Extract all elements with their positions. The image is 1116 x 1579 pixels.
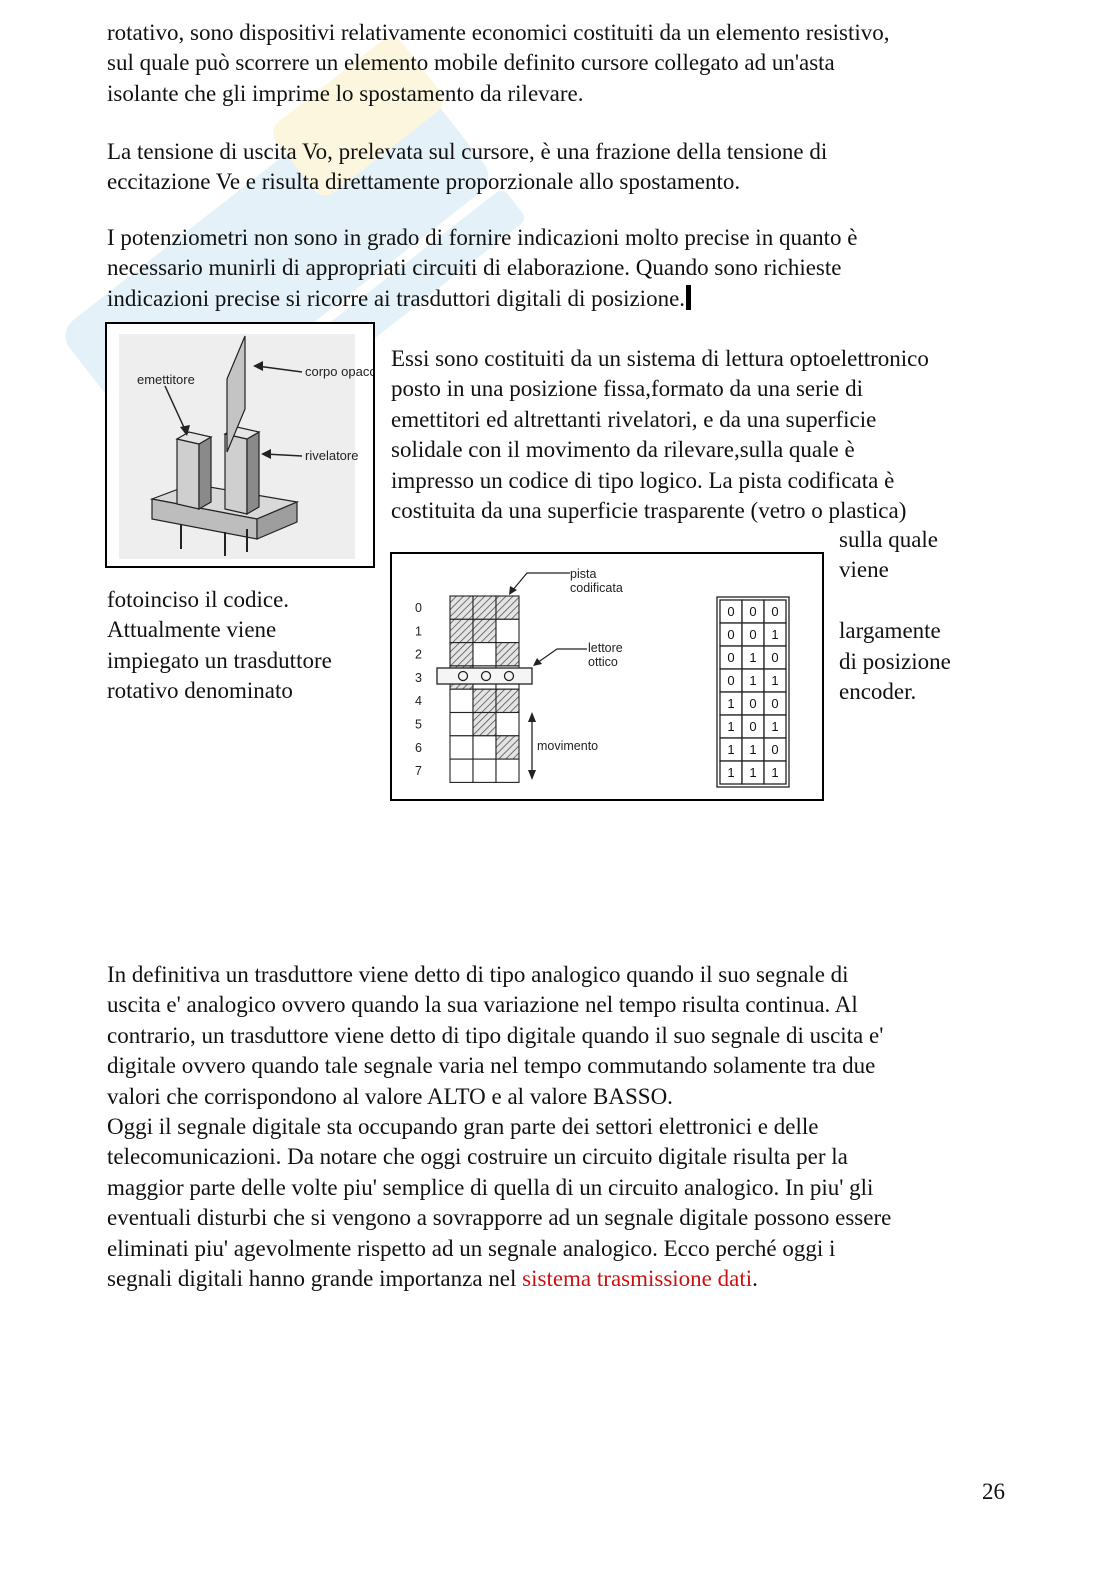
row-number: 4	[415, 694, 422, 709]
optical-reader-bar	[437, 668, 532, 684]
text-span: segnali digitali hanno grande importanza nel	[107, 1266, 523, 1292]
link-data-transmission[interactable]: sistema trasmissione dati	[522, 1266, 753, 1292]
text-line: eventuali disturbi che si vengono a sovrapporre ad un segnale digitale possono essere	[107, 1205, 892, 1231]
coded-track-diagram	[392, 554, 822, 799]
track-cell	[496, 596, 519, 619]
text-line: Essi sono costituiti da un sistema di lettura optoelettronico	[391, 346, 929, 371]
code-bit: 0	[771, 742, 779, 757]
text-line: emettitori ed altrettanti rivelatori, e da una superficie	[391, 406, 877, 432]
text-line	[107, 284, 1007, 314]
text-line: valori che corrispondono al valore ALTO e al valore BASSO.	[107, 1083, 673, 1109]
text-line	[107, 1264, 1017, 1294]
text-line: maggior parte delle volte piu' semplice di quella di un circuito analogico. In piu' gli	[107, 1174, 874, 1200]
row-number: 7	[415, 764, 422, 779]
paragraph-intro	[107, 18, 1007, 109]
paragraph-optoelectronic-left	[107, 585, 377, 707]
track-cell	[450, 689, 473, 712]
track-cell	[450, 619, 473, 642]
code-bit: 0	[727, 650, 735, 665]
code-bit: 0	[749, 627, 757, 642]
optical-sensor-diagram	[107, 324, 373, 566]
row-number: 2	[415, 647, 422, 662]
text-line: largamente	[839, 618, 941, 644]
text-line-empty	[839, 586, 1009, 616]
label-coded-track: codificata	[570, 581, 623, 595]
code-bit: 1	[771, 719, 779, 734]
text-line: I potenziometri non sono in grado di fornire indicazioni molto precise in quanto è	[107, 225, 858, 250]
track-cell	[450, 596, 473, 619]
text-line: posto in una posizione fissa,formato da una serie di	[391, 376, 864, 402]
label-coded-track: pista	[570, 567, 597, 581]
code-bit: 0	[727, 673, 735, 688]
track-cell	[450, 643, 473, 666]
code-bit: 1	[749, 673, 757, 688]
track-cell	[496, 736, 519, 759]
track-cell	[496, 643, 519, 666]
figure-coded-track	[390, 552, 824, 801]
track-cell	[473, 596, 496, 619]
binary-code-table	[717, 597, 789, 787]
track-cell	[473, 713, 496, 736]
text-line: impresso un codice di tipo logico. La pista codificata è	[391, 467, 895, 493]
code-bit: 1	[749, 650, 757, 665]
text-line: fotoinciso il codice.	[107, 587, 290, 612]
row-number: 6	[415, 740, 422, 755]
text-line: Oggi il segnale digitale sta occupando gran parte dei settori elettronici e delle	[107, 1114, 819, 1140]
code-bit: 0	[749, 604, 757, 619]
paragraph-analog-digital	[107, 960, 1017, 1294]
paragraph-voltage	[107, 137, 1007, 198]
track-cell	[473, 643, 496, 666]
text-line: La tensione di uscita Vo, prelevata sul cursore, è una frazione della tensione di	[107, 139, 828, 164]
label-optical-reader: ottico	[588, 655, 618, 669]
text-line: eliminati piu' agevolmente rispetto ad un segnale analogico. Ecco perché oggi i	[107, 1235, 836, 1261]
row-number: 0	[415, 601, 422, 615]
text-line: necessario munirli di appropriati circuiti di elaborazione. Quando sono richieste	[107, 255, 842, 281]
text-span: indicazioni precise si ricorre ai trasduttori digitali di posizione.	[107, 285, 686, 311]
code-bit: 0	[749, 696, 757, 711]
track-cell	[473, 736, 496, 759]
figure-optical-sensor	[105, 322, 375, 568]
text-line: di posizione	[839, 648, 951, 674]
row-number: 5	[415, 717, 422, 732]
text-line: encoder.	[839, 679, 917, 705]
text-line: isolante che gli imprime lo spostamento da rilevare.	[107, 80, 584, 106]
label-optical-reader: lettore	[588, 641, 623, 655]
code-bit: 1	[771, 673, 779, 688]
text-line: costituita da una superficie trasparente (vetro o plastica)	[391, 498, 907, 524]
text-span: .	[752, 1266, 758, 1292]
code-bit: 0	[771, 696, 779, 711]
code-bit: 0	[771, 604, 779, 619]
code-bit: 1	[727, 742, 735, 757]
coded-track-grid	[450, 596, 519, 782]
code-bit: 1	[727, 765, 735, 780]
text-line: eccitazione Ve e risulta direttamente proporzionale allo spostamento.	[107, 169, 741, 195]
text-line: telecomunicazioni. Da notare che oggi costruire un circuito digitale risulta per la	[107, 1144, 848, 1170]
code-bit: 1	[749, 765, 757, 780]
page-number: 26	[982, 1479, 1005, 1504]
track-cell	[496, 759, 519, 782]
label-opaque-body: corpo opaco	[305, 364, 373, 379]
text-cursor-mark	[686, 285, 691, 310]
code-bit: 0	[727, 604, 735, 619]
label-movement: movimento	[537, 739, 599, 753]
code-bit: 1	[771, 627, 779, 642]
text-line: solidale con il movimento da rilevare,sulla quale è	[391, 437, 855, 463]
row-number-column	[415, 601, 422, 778]
track-cell	[450, 713, 473, 736]
row-number: 1	[415, 624, 422, 639]
paragraph-potentiometers	[107, 223, 1007, 314]
row-number: 3	[415, 670, 422, 685]
text-line: In definitiva un trasduttore viene detto di tipo analogico quando il suo segnale di	[107, 962, 849, 987]
code-bit: 0	[771, 650, 779, 665]
code-bit: 1	[771, 765, 779, 780]
code-bit: 1	[749, 742, 757, 757]
track-cell	[496, 619, 519, 642]
track-cell	[496, 713, 519, 736]
text-line: viene	[839, 557, 889, 583]
text-line: Attualmente viene	[107, 617, 277, 643]
track-cell	[496, 689, 519, 712]
text-line: uscita e' analogico ovvero quando la sua variazione nel tempo risulta continua. Al	[107, 992, 858, 1018]
text-line: impiegato un trasduttore	[107, 647, 332, 673]
code-bit: 1	[727, 696, 735, 711]
track-cell	[450, 759, 473, 782]
code-bit: 0	[749, 719, 757, 734]
paragraph-optoelectronic-side	[839, 525, 1009, 707]
code-bit: 0	[727, 627, 735, 642]
text-line: rotativo, sono dispositivi relativamente economici costituiti da un elemento resistivo,	[107, 20, 890, 45]
label-emitter: emettitore	[137, 372, 195, 387]
text-line: sul quale può scorrere un elemento mobile definito cursore collegato ad un'asta	[107, 50, 835, 76]
paragraph-optoelectronic	[391, 344, 1011, 526]
label-detector: rivelatore	[305, 448, 359, 463]
track-cell	[473, 759, 496, 782]
track-cell	[473, 689, 496, 712]
code-bit: 1	[727, 719, 735, 734]
text-line: contrario, un trasduttore viene detto di tipo digitale quando il suo segnale di uscita e'	[107, 1022, 884, 1048]
text-line: digitale ovvero quando tale segnale varia nel tempo commutando solamente tra due	[107, 1053, 876, 1079]
track-cell	[450, 736, 473, 759]
text-line: rotativo denominato	[107, 678, 293, 704]
track-cell	[473, 619, 496, 642]
text-line: sulla quale	[839, 527, 938, 552]
